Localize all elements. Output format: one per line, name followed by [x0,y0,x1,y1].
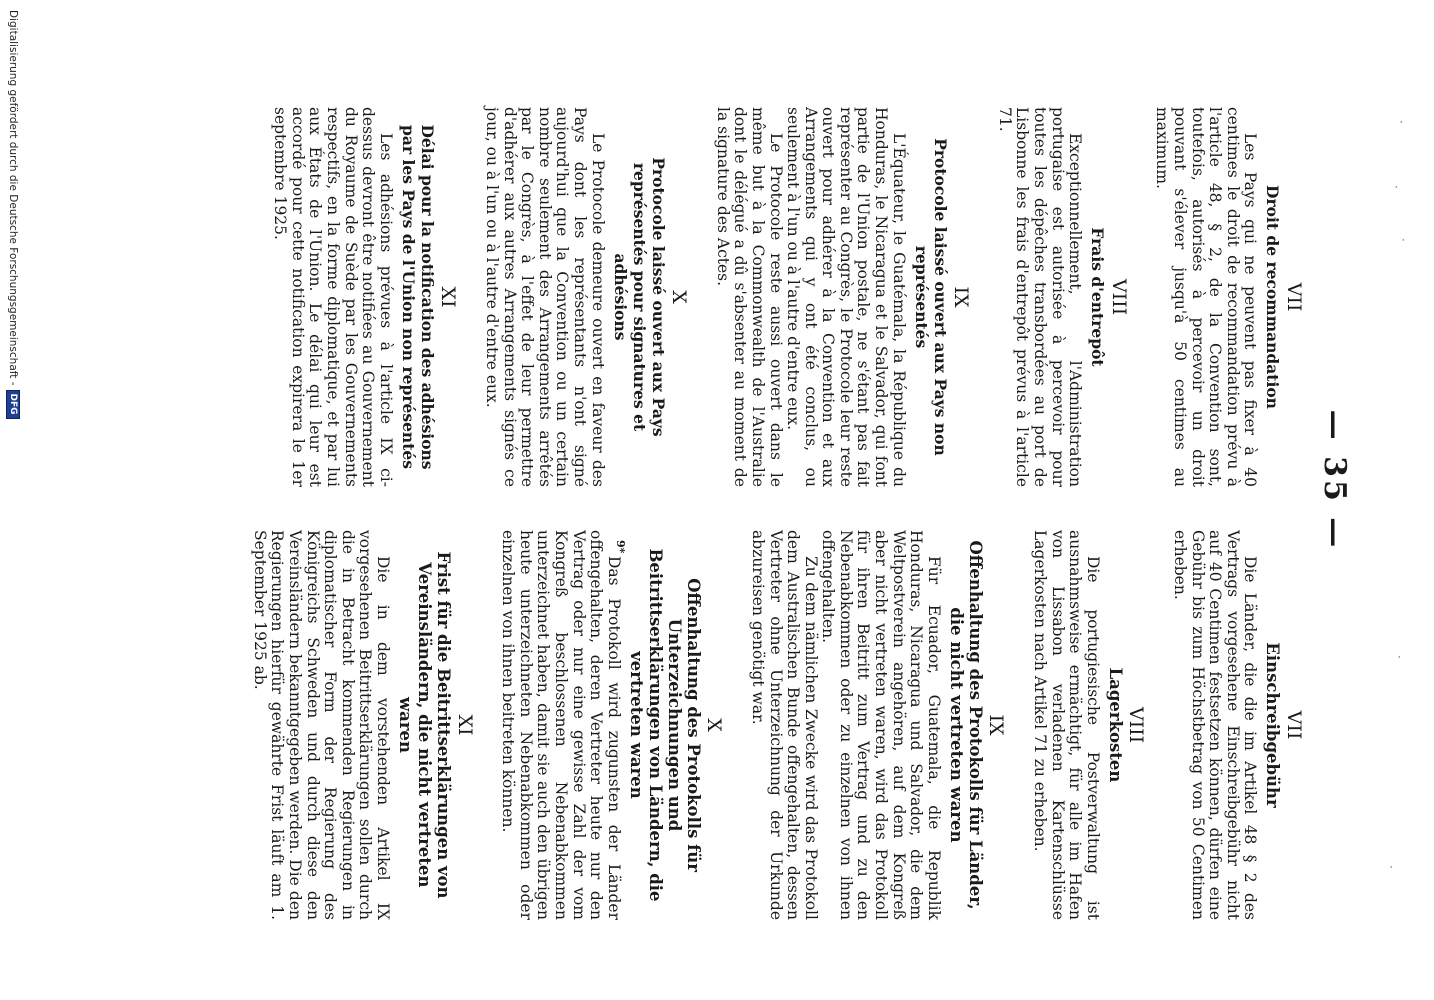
credit-text: Digitalisierung gefördert durch die Deutsche Forschungsgemeinschaft - [7,10,19,386]
section-numeral: VII [1283,282,1305,312]
section-paragraph: L'Équateur, le Guatémala, la République du Honduras, le Nicaragua et le Salvador, qui font partie de l'Union postale, ne s'étant pas fait représenter au Congrès, le Protocole leur reste ouvert pour adhérer à la Convention et aux Arrangements qui y ont été conclus, ou seulement à l'un ou à l'autre d'entre eux. [784,107,908,487]
section-heading: Droit de recommandation [1263,185,1283,409]
section-heading: Einschreibgebühr [1263,642,1283,808]
section-numeral: VIII [1107,278,1130,316]
section-heading: Offenhaltung des Protokolls für Länder, die nicht vertreten waren [946,540,985,910]
scan-speck: · [1392,655,1406,659]
section-heading: Délai pour la notification des adhésions par les Pays de l'Union non représentés [398,124,437,470]
section-paragraph: Les adhésions prévues à l'article IX ci-dessus devront être notifiées au Gouvernement du Royaume de Suède par les Gouvernements respectifs, en la forme diplomatique, et par lui aux États de l'Union. Le délai qui leur est accordé pour cette notification expirera le 1er septembre 1925. [271,107,395,487]
digitization-credit [6,10,20,419]
section-numeral: VII [1283,710,1305,740]
section-paragraph: Die in dem vorstehenden Artikel IX vorgesehenen Beitrittserklärungen sollen durch die in Betracht kommenden Regierungen in diplomatischer Form der Regierung des Königreichs Schweden und durch diese den Vereinsländern bekanntgegeben werden. Die den Regierungen hierfür gewährte Frist läuft am 1. September 1925 ab. [250,530,392,920]
french-column [245,107,1305,487]
section-heading: Offenhaltung des Protokolls für Unterzeichnungen und Beitrittserklärungen von Ländern, die vertreten waren [626,548,703,902]
section-heading: Frais d'entrepôt [1088,227,1108,367]
section-fr-vii [1153,107,1305,487]
section-heading: Protocole laissé ouvert aux Pays représentés pour signatures et adhésions [610,157,668,437]
scan-speck: · [1396,238,1410,242]
section-fr-x [482,107,691,487]
section-paragraph: Das Protokoll wird zugunsten der Länder offengehalten, deren Vertreter heute nur den Vertrag oder nur eine gewisse Zahl der vom Kongreß beschlossenen Nebenabkommen unterzeichnet haben, damit sie auch den übrigen heute unterzeichneten Nebenabkommen oder einzelnen von ihnen beitreten können. [499,530,623,920]
section-de-xi [250,530,476,920]
section-numeral: IX [985,714,1008,736]
section-fr-viii [995,107,1130,487]
section-de-vii [1170,530,1305,920]
section-paragraph: Die portugiesische Postverwaltung ist ausnahmsweise ermächtigt, für alle im Hafen von Lissabon verladenen Kartenschlüsse Lagerkosten nach Artikel 71 zu erheben. [1031,530,1102,920]
section-numeral: X [703,718,726,732]
dfg-logo-icon: DFG [6,390,20,419]
scan-specks [1384,0,1428,1000]
scan-speck: · [1389,185,1403,189]
scan-speck: · [1394,120,1408,124]
section-paragraph: Le Protocole demeure ouvert en faveur des Pays dont les représentants n'ont signé aujourd'hui que la Convention ou un certain nombre seulement des Arrangements arrêtés par le Congrès, à l'effet de leur permettre d'adhérer aux autres Arrangements signés ce jour, ou à l'un ou à l'autre d'entre eux. [483,107,607,487]
german-column [224,530,1305,920]
section-fr-ix [713,107,973,487]
section-paragraph: Für Ecuador, Guatemala, die Republik Honduras, Nicaragua und Salvador, die dem Weltpostverein angehören, auf dem Kongreß aber nicht vertreten waren, wird das Protokoll für ihren Beitritt zum Vertrag und zu den Nebenabkommen oder zu einzelnen von ihnen offengehalten. [819,530,943,920]
section-numeral: XI [453,714,476,736]
scan-speck: · [1384,865,1398,869]
section-heading: Frist für die Beitrittserklärungen von Vereinsländern, die nicht vertreten waren [396,551,453,899]
section-de-ix [748,530,1008,920]
section-numeral: IX [950,286,973,308]
section-paragraph: Le Protocole reste aussi ouvert dans le même but à la Commonwealth de l'Australie dont le délégué a dû s'absenter au moment de la signature des Actes. [713,107,785,487]
section-de-viii [1030,530,1148,920]
section-heading: Protocole laissé ouvert aux Pays non représentés [911,138,950,456]
section-paragraph: Exceptionnellement, l'Administration portugaise est autorisée à percevoir pour toutes les dépêches transbordées au port de Lisbonne les frais d'entrepôt prévus à l'article 71. [995,107,1085,487]
section-numeral: VIII [1125,706,1148,744]
section-heading: Lagerkosten [1105,667,1125,783]
signature-mark: 9* [614,540,627,554]
section-paragraph: Les Pays qui ne peuvent pas fixer à 40 centimes le droit de recommandation prévu à l'article 48, § 2, de la Convention sont, toutefois, autorisés à percevoir un droit pouvant s'élever jusqu'à 50 centimes au maximum. [1153,107,1260,487]
section-de-x [499,530,726,920]
section-numeral: X [668,290,691,304]
section-paragraph: Zu dem nämlichen Zwecke wird das Protokoll dem Australischen Bunde offengehalten, dessen Vertreter ohne Unterzeichnung der Urkunde abzureisen genötigt war. [748,530,820,920]
page-number: — 35 — [1317,409,1352,551]
section-paragraph: Die Länder, die die im Artikel 48 § 2 des Vertrags vorgesehene Einschreibgebühr nicht auf 40 Centimen festsetzen können, dürfen eine Gebühr bis zum Höchstbetrag von 50 Centimen erheben. [1171,530,1260,920]
section-fr-xi [271,107,460,487]
section-numeral: XI [437,286,460,308]
